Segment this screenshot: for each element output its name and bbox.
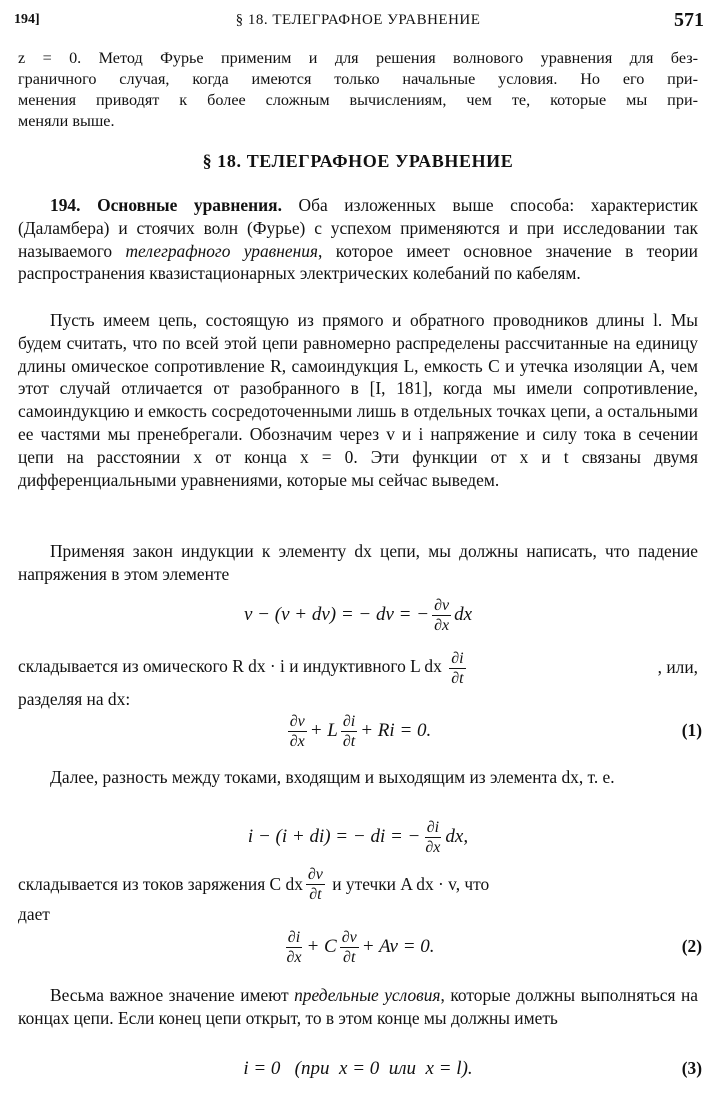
fraction-numerator: ∂v [434,596,450,614]
fraction-denominator: ∂t [309,885,322,903]
fraction-numerator: ∂i [426,818,440,836]
fraction-denominator: ∂t [343,948,356,966]
equation-number: (1) [681,720,702,740]
paragraph-boundary [18,984,698,1030]
paragraph-text: Оба изложенных выше способа: характеристик (Даламбера) и стоячих волн (Фурье) с успехом применяются и при исследовании так называемого [18,195,698,261]
fraction [306,865,325,904]
fraction [284,928,303,967]
paragraph-text: разделяя на dx: [18,688,131,709]
intro-line: меняли выше. [18,112,115,130]
paragraph-text: , которое имеет основное значение в теории распространения квазистационарных электрических колебаний по кабелям. [18,240,698,284]
equation-tail: + Av = 0. [361,936,435,957]
fraction [449,649,465,688]
fraction-numerator: ∂i [342,712,356,730]
equation-lhs: i − (i + di) = − di = − [247,826,421,847]
fraction [423,818,442,857]
fraction [340,928,359,967]
paragraph-text: и утечки A dx · v, что [327,874,490,894]
paragraph-text: Весьма важное значение имеют [50,985,295,1005]
fraction-numerator: ∂i [451,649,464,667]
fraction-denominator: ∂x [286,948,302,966]
equation-1 [18,704,702,758]
equation-number: (2) [681,936,702,956]
intro-line: z = 0. Метод Фурье применим и для решения волнового уравнения для без- [18,49,698,67]
fraction [341,712,357,751]
fraction-denominator: ∂x [434,616,450,634]
paragraph-induction: Применяя закон индукции к элементу dx цепи, мы должны написать, что падение напряжения в этом элементе [18,541,698,584]
equation-2 [18,920,702,974]
paragraph-currents: Далее, разность между токами, входящим и выходящим из элемента dx, т. е. [50,767,615,787]
paragraph-title: 194. Основные уравнения. [50,195,282,215]
paragraph-text: дает [18,904,50,924]
equation-number: (3) [681,1058,702,1078]
running-head-section-ref: 194] [14,12,40,27]
running-head-title: § 18. ТЕЛЕГРАФНОЕ УРАВНЕНИЕ [235,12,481,28]
paragraph-text: складывается из токов заряжения C dx [18,874,303,894]
paragraph-text: , или, [657,656,698,677]
page-number: 571 [674,9,704,31]
section-heading: § 18. ТЕЛЕГРАФНОЕ УРАВНЕНИЕ [202,151,514,171]
term-telegraph-equation: телеграфного уравнения [125,240,318,261]
running-head [14,9,704,34]
term-boundary-conditions: предельные условия [294,985,441,1005]
equation-body: i = 0 (при x = 0 или x = l). [243,1058,473,1079]
intro-line: граничного случая, когда имеются только начальные условия. Но его при- [18,70,698,88]
fraction-numerator: ∂v [307,865,323,883]
fraction-denominator: ∂t [342,732,356,750]
fraction-denominator: ∂t [451,669,464,687]
intro-line: менения приводят к более сложным вычислениям, чем те, которые мы при- [18,91,698,109]
paragraph-text: складывается из омического R dx · i и индуктивного L dx [18,656,442,676]
equation-lhs: v − (v + dv) = − dv = − [243,604,430,625]
fraction-denominator: ∂x [425,838,441,856]
fraction-denominator: ∂x [289,732,305,750]
intro-paragraph [18,48,698,132]
fraction-numerator: ∂v [341,928,357,946]
equation-current-diff [18,810,698,864]
equation-term: + C [306,936,337,957]
fraction-numerator: ∂i [287,928,301,946]
equation-tail: + Ri = 0. [360,720,432,741]
equation-3 [18,1044,702,1094]
paragraph-sum-1 [18,646,698,710]
equation-voltage-drop [18,588,698,642]
paragraph-circuit: Пусть имеем цепь, состоящую из прямого и обратного проводников длины l. Мы будем считать, что по всей этой цепи равномерно распределены рассчитанные на единицу длины омическое сопротивление R, самоиндукция L, емкость C и утечка изоляции A, чем этот случай отличается от разобранного в [I, 181], когда мы имели сопротивление, самоиндукцию и емкость сосредоточенными лишь в отдельных точках цепи, а остальными ее частями мы пренебрегали. Обозначим через v и i напряжение и силу тока в сечении цепи на расстоянии x от конца x = 0. Эти функции от x и t связаны двумя дифференциальными уравнениями, которые мы сейчас выведем. [18,310,698,490]
paragraph-sum-2 [18,864,698,924]
fraction [288,712,307,751]
paragraph-194 [18,194,698,285]
equation-tail: dx, [445,826,469,847]
fraction-numerator: ∂v [289,712,305,730]
fraction [432,596,451,635]
paragraph-text: , которые должны выполняться на концах цепи. Если конец цепи открыт, то в этом конце мы должны иметь [18,985,699,1028]
equation-tail: dx [454,604,473,625]
equation-term: + L [309,720,338,741]
